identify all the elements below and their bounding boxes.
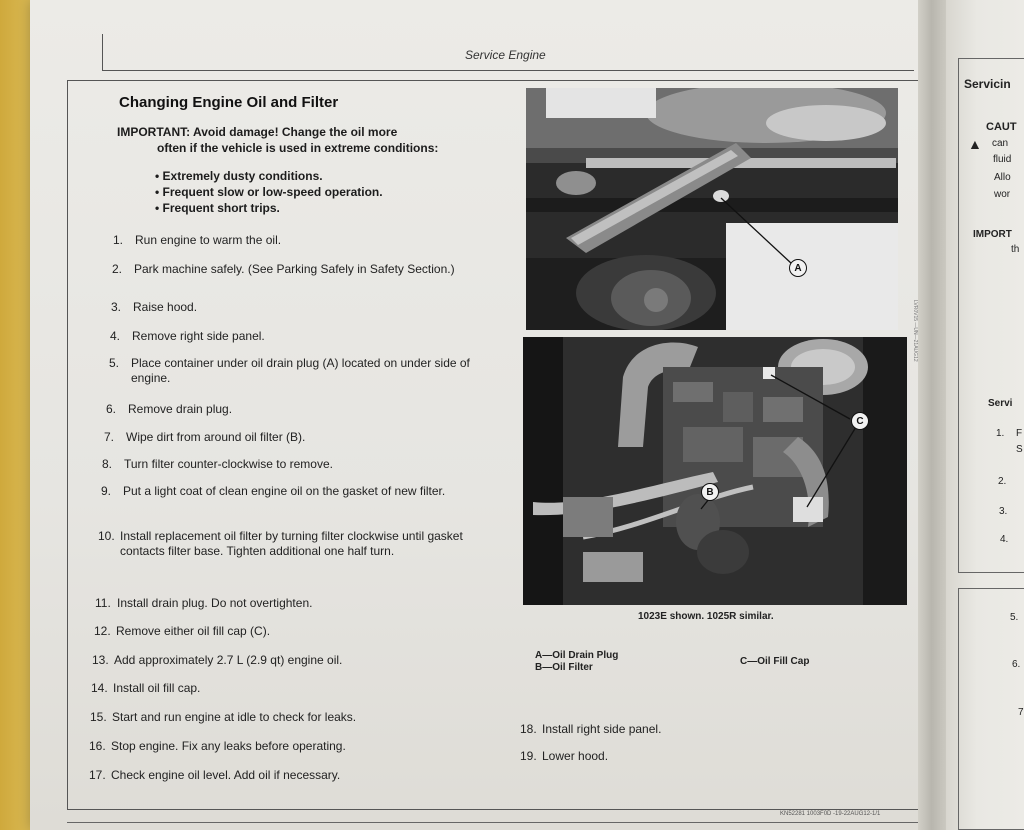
step-text: Add approximately 2.7 L (2.9 qt) engine oil. [114, 653, 343, 667]
legend-item-b: B—Oil Filter [535, 662, 593, 673]
step-item [113, 233, 493, 248]
step-number: 14. [91, 681, 108, 695]
important-word: IMPORT [973, 229, 1012, 240]
facing-step-text: S [1016, 444, 1023, 455]
facing-page-heading: Servicin [964, 77, 1011, 91]
step-number: 11. [95, 596, 111, 610]
section-title: Changing Engine Oil and Filter [119, 94, 339, 111]
step-text: Turn filter counter-clockwise to remove. [124, 457, 333, 471]
caution-line: can [992, 138, 1009, 149]
important-continuation: th [1011, 244, 1020, 255]
step-item [98, 529, 493, 559]
facing-step-number: 7 [1018, 707, 1024, 718]
important-notice [117, 124, 512, 156]
step-text: Install drain plug. Do not overtighten. [117, 596, 313, 610]
callout-a: A [789, 259, 807, 277]
warning-icon: ▲ [968, 136, 982, 152]
side-figure-code: LVR0V15 —UN—21AUG12 [912, 300, 918, 362]
step-number: 6. [106, 402, 117, 416]
step-number: 15. [90, 710, 107, 724]
facing-step-number: 4. [1000, 534, 1009, 545]
condition-list [155, 168, 383, 216]
step-number: 12. [94, 624, 111, 638]
step-item [104, 430, 484, 445]
facing-step-number: 1. [996, 428, 1005, 439]
step-number: 17. [89, 768, 106, 782]
step-number: 2. [112, 262, 123, 276]
step-text: Install replacement oil filter by turning filter clockwise until gasket contacts filter base. Tighten additional one half turn. [120, 529, 463, 558]
step-number: 5. [109, 356, 120, 370]
facing-page [946, 0, 1024, 830]
step-item [91, 681, 491, 696]
step-text: Park machine safely. (See Parking Safely in Safety Section.) [134, 262, 455, 276]
step-item [89, 739, 489, 754]
step-item [520, 749, 770, 764]
condition-item: • Frequent short trips. [155, 200, 383, 216]
step-item [95, 596, 495, 611]
legend-item-c: C—Oil Fill Cap [740, 656, 810, 667]
caution-line: fluid [993, 154, 1012, 165]
facing-step-number: 3. [999, 506, 1008, 517]
oil-drain-plug-photo [526, 88, 898, 330]
step-number: 19. [520, 749, 537, 763]
step-number: 13. [92, 653, 109, 667]
facing-step-number: 2. [998, 476, 1007, 487]
step-text: Install oil fill cap. [113, 681, 201, 695]
condition-item: • Frequent slow or low-speed operation. [155, 184, 383, 200]
step-text: Lower hood. [542, 749, 609, 763]
step-item [89, 768, 489, 783]
facing-page-frame-lower [958, 588, 1024, 830]
callout-b: B [701, 483, 719, 501]
step-text: Remove right side panel. [132, 329, 265, 343]
facing-step-number: 6. [1012, 659, 1021, 670]
step-number: 3. [111, 300, 122, 314]
step-item [112, 262, 492, 277]
step-item [90, 710, 490, 725]
condition-item: • Extremely dusty conditions. [155, 168, 383, 184]
step-text: Raise hood. [133, 300, 198, 314]
running-head: Service Engine [465, 48, 546, 62]
caution-line: Allo [994, 172, 1011, 183]
facing-subhead: Servi [988, 398, 1013, 409]
step-text: Stop engine. Fix any leaks before operating. [111, 739, 346, 753]
step-text: Place container under oil drain plug (A) located on under side of engine. [131, 356, 470, 385]
step-item [106, 402, 486, 417]
step-text: Check engine oil level. Add oil if necessary. [111, 768, 341, 782]
step-item [111, 300, 491, 315]
step-number: 8. [102, 457, 113, 471]
step-number: 9. [101, 484, 112, 498]
facing-step-number: 5. [1010, 612, 1019, 623]
important-line-1: IMPORTANT: Avoid damage! Change the oil more [117, 125, 398, 139]
step-item [101, 484, 486, 499]
step-item [92, 653, 492, 668]
header-rule [102, 70, 914, 71]
bottom-rule [67, 822, 947, 823]
step-item [110, 329, 490, 344]
important-line-2: often if the vehicle is used in extreme conditions: [157, 141, 439, 155]
step-text: Remove drain plug. [128, 402, 233, 416]
step-number: 16. [89, 739, 106, 753]
figure-legend [535, 650, 618, 674]
callout-c: C [851, 412, 869, 430]
engine-bay-photo [523, 337, 907, 605]
step-number: 4. [110, 329, 121, 343]
header-corner-rule [102, 34, 103, 71]
step-item [102, 457, 482, 472]
caution-line: wor [994, 189, 1011, 200]
step-text: Install right side panel. [542, 722, 662, 736]
step-number: 7. [104, 430, 115, 444]
step-number: 10. [98, 529, 115, 543]
step-text: Start and run engine at idle to check for leaks. [112, 710, 357, 724]
step-item [520, 722, 770, 737]
figure-caption: 1023E shown. 1025R similar. [638, 611, 774, 622]
step-text: Put a light coat of clean engine oil on the gasket of new filter. [123, 484, 446, 498]
binding-gutter [918, 0, 948, 830]
step-item [109, 356, 489, 386]
legend-item-a: A—Oil Drain Plug [535, 650, 619, 661]
facing-step-text: F [1016, 428, 1023, 439]
step-item [94, 624, 494, 639]
footer-code: KN52281 1003F0D -19-22AUG12-1/1 [780, 811, 881, 817]
step-text: Wipe dirt from around oil filter (B). [126, 430, 306, 444]
caution-word: CAUT [986, 121, 1017, 133]
step-number: 18. [520, 722, 537, 736]
step-number: 1. [113, 233, 124, 247]
step-text: Remove either oil fill cap (C). [116, 624, 271, 638]
step-text: Run engine to warm the oil. [135, 233, 282, 247]
